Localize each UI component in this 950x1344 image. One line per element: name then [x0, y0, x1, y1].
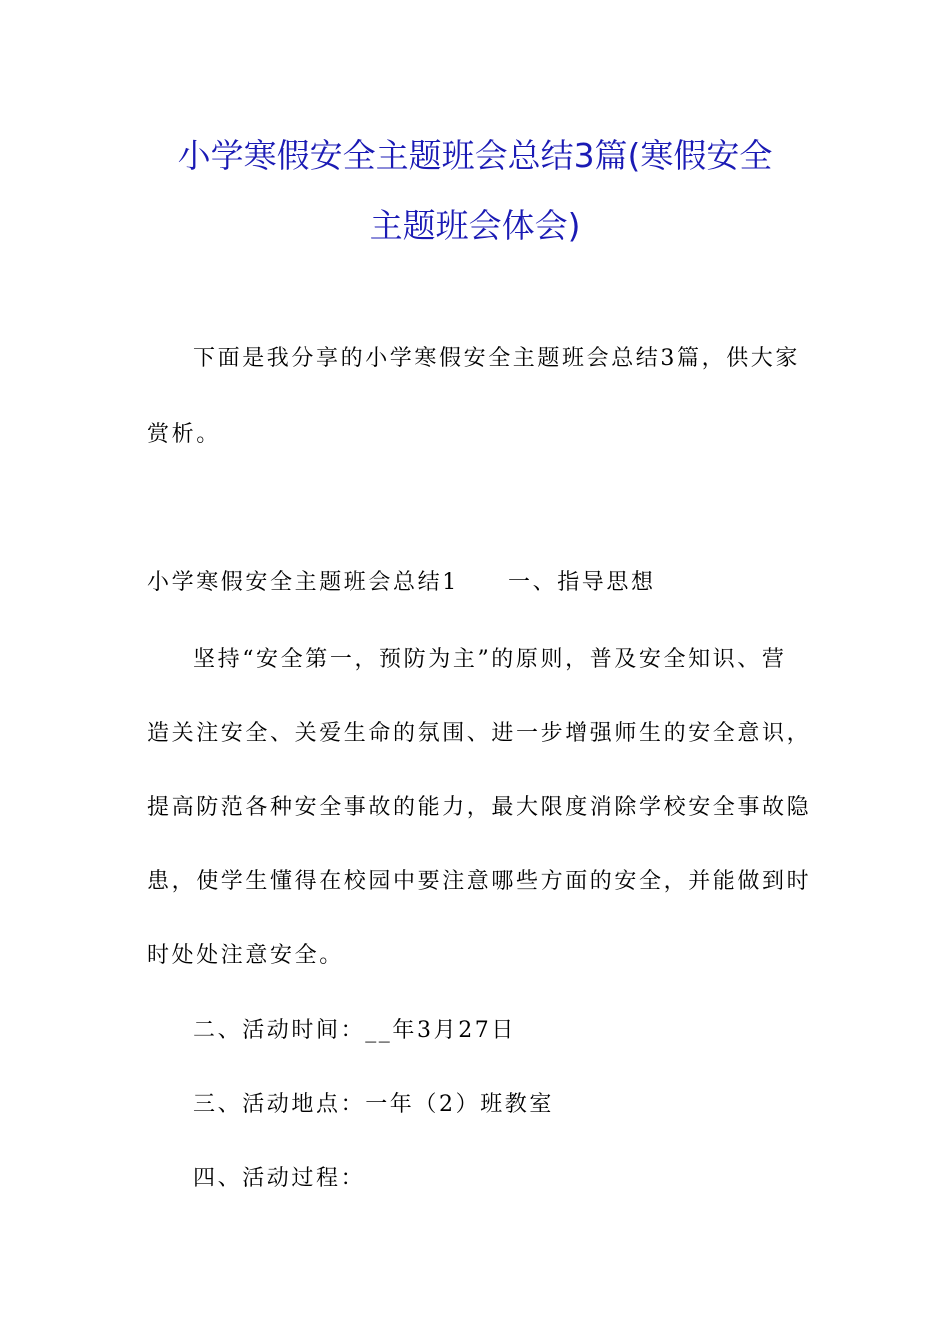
document-title-line-2: 主题班会体会) [369, 206, 581, 245]
intro-line-1: 下面是我分享的小学寒假安全主题班会总结3篇，供大家 [193, 346, 800, 371]
paragraph-line-4: 患，使学生懂得在校园中要注意哪些方面的安全，并能做到时 [147, 869, 812, 894]
document-title-line-1: 小学寒假安全主题班会总结3篇(寒假安全 [177, 136, 773, 175]
paragraph-line-5: 时处处注意安全。 [147, 943, 344, 968]
paragraph-line-3: 提高防范各种安全事故的能力，最大限度消除学校安全事故隐 [147, 795, 812, 820]
paragraph-line-2: 造关注安全、关爱生命的氛围、进一步增强师生的安全意识， [147, 721, 812, 746]
section-heading: 小学寒假安全主题班会总结1 一、指导思想 [147, 570, 656, 595]
paragraph-line-1: 坚持“安全第一，预防为主”的原则，普及安全知识、营 [193, 647, 787, 672]
activity-place: 三、活动地点：一年（2）班教室 [193, 1092, 554, 1117]
activity-time: 二、活动时间：__年3月27日 [193, 1018, 516, 1043]
intro-line-2: 赏析。 [147, 422, 221, 447]
activity-process: 四、活动过程： [193, 1166, 366, 1191]
